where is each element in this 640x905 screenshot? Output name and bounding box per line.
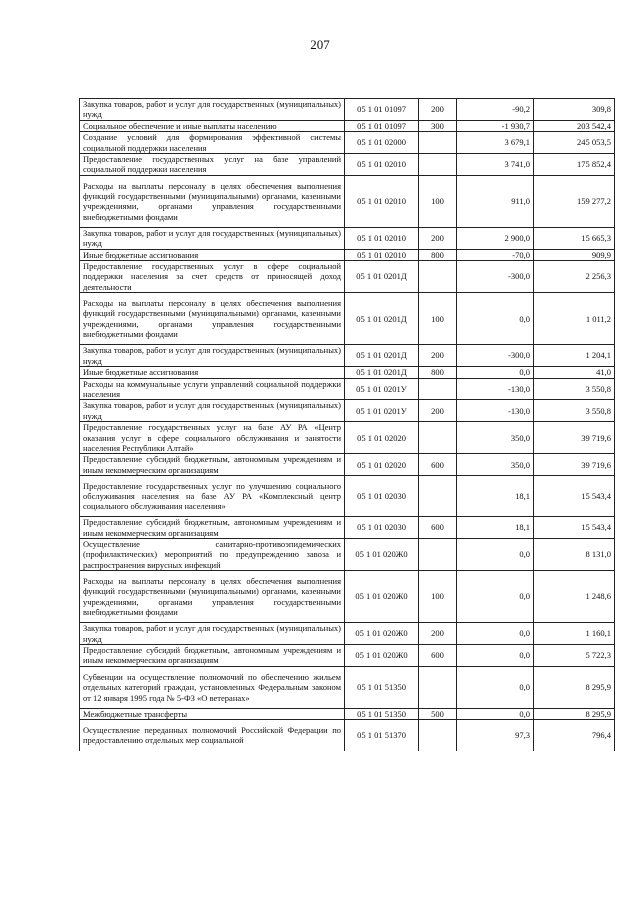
row-total: 1 011,2: [534, 293, 615, 345]
row-code: 05 1 01 02030: [345, 517, 419, 539]
row-name: Субвенции на осуществление полномочий по обеспечению жильем отдельных категорий граждан, установленных Федеральным законом от 12 января 1995 года № 5-ФЗ «О ветеранах»: [80, 666, 345, 708]
row-total: 15 543,4: [534, 517, 615, 539]
row-total: 8 131,0: [534, 538, 615, 570]
row-code: 05 1 01 0201Д: [345, 293, 419, 345]
row-type: 800: [419, 367, 457, 378]
table-row: [80, 99, 615, 121]
row-type: [419, 422, 457, 454]
row-type: [419, 666, 457, 708]
row-name: Предоставление государственных услуг на базе управлений социальной поддержки населения: [80, 154, 345, 176]
table-row: [80, 645, 615, 667]
row-total: 8 295,9: [534, 666, 615, 708]
row-name: Иные бюджетные ассигнования: [80, 249, 345, 260]
table-row: [80, 454, 615, 476]
budget-table: [79, 98, 615, 751]
table-row: [80, 623, 615, 645]
row-type: 100: [419, 175, 457, 227]
row-total: 909,9: [534, 249, 615, 260]
row-total: 41,0: [534, 367, 615, 378]
row-total: 15 543,4: [534, 476, 615, 517]
row-code: 05 1 01 02010: [345, 249, 419, 260]
row-type: 200: [419, 345, 457, 367]
row-change: 0,0: [457, 367, 534, 378]
row-total: 39 719,6: [534, 454, 615, 476]
row-type: [419, 720, 457, 751]
table-row: [80, 538, 615, 570]
row-total: 39 719,6: [534, 422, 615, 454]
row-change: -130,0: [457, 378, 534, 400]
row-change: 0,0: [457, 708, 534, 719]
row-change: -90,2: [457, 99, 534, 121]
row-total: 5 722,3: [534, 645, 615, 667]
table-row: [80, 666, 615, 708]
row-name: Расходы на коммунальные услуги управлений социальной поддержки населения: [80, 378, 345, 400]
row-change: -1 930,7: [457, 120, 534, 131]
row-name: Осуществление санитарно-противоэпидемических (профилактических) мероприятий по предупреждению завоза и распространения вирусных инфекций: [80, 538, 345, 570]
row-code: 05 1 01 01097: [345, 120, 419, 131]
row-type: 300: [419, 120, 457, 131]
row-change: 97,3: [457, 720, 534, 751]
row-code: 05 1 01 51350: [345, 666, 419, 708]
row-change: 0,0: [457, 293, 534, 345]
row-name: Предоставление субсидий бюджетным, автономным учреждениям и иным некоммерческим организациям: [80, 454, 345, 476]
row-change: 0,0: [457, 571, 534, 623]
row-name: Расходы на выплаты персоналу в целях обеспечения выполнения функций государственными (муниципальными) органами, казенными учреждениями, органами управления государственными внебюджетными фондами: [80, 293, 345, 345]
row-name: Иные бюджетные ассигнования: [80, 367, 345, 378]
row-change: 350,0: [457, 422, 534, 454]
row-name: Предоставление субсидий бюджетным, автономным учреждениям и иным некоммерческим организациям: [80, 517, 345, 539]
row-change: 2 900,0: [457, 227, 534, 249]
row-code: 05 1 01 02020: [345, 422, 419, 454]
table-row: [80, 476, 615, 517]
row-code: 05 1 01 020Ж0: [345, 538, 419, 570]
row-name: Предоставление государственных услуг по улучшению социального обслуживания населения на базе АУ РА «Комплексный центр социального обслуживания населения»: [80, 476, 345, 517]
row-name: Межбюджетные трансферты: [80, 708, 345, 719]
row-total: 15 665,3: [534, 227, 615, 249]
row-total: 175 852,4: [534, 154, 615, 176]
row-total: 203 542,4: [534, 120, 615, 131]
row-total: 3 550,8: [534, 400, 615, 422]
row-type: 200: [419, 400, 457, 422]
row-type: 100: [419, 293, 457, 345]
table-row: [80, 571, 615, 623]
table-row: [80, 720, 615, 751]
row-code: 05 1 01 0201У: [345, 400, 419, 422]
row-type: 200: [419, 623, 457, 645]
row-name: Закупка товаров, работ и услуг для государственных (муниципальных) нужд: [80, 345, 345, 367]
row-name: Предоставление субсидий бюджетным, автономным учреждениям и иным некоммерческим организациям: [80, 645, 345, 667]
row-change: 3 741,0: [457, 154, 534, 176]
row-change: 18,1: [457, 517, 534, 539]
table-row: [80, 708, 615, 719]
row-name: Закупка товаров, работ и услуг для государственных (муниципальных) нужд: [80, 400, 345, 422]
row-type: [419, 378, 457, 400]
row-change: 0,0: [457, 538, 534, 570]
row-name: Создание условий для формирования эффективной системы социальной поддержки населения: [80, 132, 345, 154]
row-code: 05 1 01 02000: [345, 132, 419, 154]
table-row: [80, 132, 615, 154]
row-type: [419, 538, 457, 570]
row-change: -70,0: [457, 249, 534, 260]
table-row: [80, 400, 615, 422]
row-code: 05 1 01 02020: [345, 454, 419, 476]
table-row: [80, 293, 615, 345]
row-code: 05 1 01 51350: [345, 708, 419, 719]
row-change: -300,0: [457, 261, 534, 293]
row-name: Закупка товаров, работ и услуг для государственных (муниципальных) нужд: [80, 227, 345, 249]
row-name: Расходы на выплаты персоналу в целях обеспечения выполнения функций государственными (муниципальными) органами, казенными учреждениями, органами управления государственными внебюджетными фондами: [80, 175, 345, 227]
row-type: [419, 476, 457, 517]
row-type: 500: [419, 708, 457, 719]
row-type: 200: [419, 99, 457, 121]
row-total: 309,8: [534, 99, 615, 121]
row-total: 796,4: [534, 720, 615, 751]
row-name: Расходы на выплаты персоналу в целях обеспечения выполнения функций государственными (муниципальными) органами, казенными учреждениями, органами управления государственными внебюджетными фондами: [80, 571, 345, 623]
page-number: 207: [310, 37, 330, 52]
row-name: Предоставление государственных услуг на базе АУ РА «Центр оказания услуг в сфере социального обслуживания и занятости населения Республики Алтай»: [80, 422, 345, 454]
table-row: [80, 378, 615, 400]
row-code: 05 1 01 0201Д: [345, 261, 419, 293]
row-change: 18,1: [457, 476, 534, 517]
row-code: 05 1 01 020Ж0: [345, 645, 419, 667]
row-type: [419, 132, 457, 154]
row-type: [419, 154, 457, 176]
row-change: 0,0: [457, 666, 534, 708]
table-row: [80, 154, 615, 176]
row-code: 05 1 01 02010: [345, 227, 419, 249]
row-total: 1 160,1: [534, 623, 615, 645]
table-row: [80, 367, 615, 378]
table-row: [80, 517, 615, 539]
table-row: [80, 175, 615, 227]
row-change: 911,0: [457, 175, 534, 227]
row-name: Социальное обеспечение и иные выплаты населению: [80, 120, 345, 131]
row-change: 0,0: [457, 623, 534, 645]
row-code: 05 1 01 020Ж0: [345, 623, 419, 645]
row-type: 200: [419, 227, 457, 249]
row-name: Закупка товаров, работ и услуг для государственных (муниципальных) нужд: [80, 623, 345, 645]
row-code: 05 1 01 02030: [345, 476, 419, 517]
row-code: 05 1 01 02010: [345, 175, 419, 227]
row-name: Предоставление государственных услуг в сфере социальной поддержки населения за счет средств от приносящей доход деятельности: [80, 261, 345, 293]
row-type: 100: [419, 571, 457, 623]
table-row: [80, 227, 615, 249]
budget-table-body: [80, 99, 615, 751]
row-change: -130,0: [457, 400, 534, 422]
table-row: [80, 345, 615, 367]
row-total: 8 295,9: [534, 708, 615, 719]
row-type: 600: [419, 454, 457, 476]
row-total: 159 277,2: [534, 175, 615, 227]
row-change: 0,0: [457, 645, 534, 667]
row-type: 600: [419, 517, 457, 539]
row-code: 05 1 01 02010: [345, 154, 419, 176]
row-total: 1 204,1: [534, 345, 615, 367]
row-total: 1 248,6: [534, 571, 615, 623]
row-total: 2 256,3: [534, 261, 615, 293]
row-code: 05 1 01 0201Д: [345, 345, 419, 367]
row-name: Закупка товаров, работ и услуг для государственных (муниципальных) нужд: [80, 99, 345, 121]
row-code: 05 1 01 51370: [345, 720, 419, 751]
row-change: 3 679,1: [457, 132, 534, 154]
row-name: Осуществление переданных полномочий Российской Федерации по предоставлению отдельных мер социальной: [80, 720, 345, 751]
row-code: 05 1 01 0201У: [345, 378, 419, 400]
row-change: -300,0: [457, 345, 534, 367]
row-type: 800: [419, 249, 457, 260]
row-total: 3 550,8: [534, 378, 615, 400]
row-code: 05 1 01 0201Д: [345, 367, 419, 378]
row-type: 600: [419, 645, 457, 667]
row-code: 05 1 01 020Ж0: [345, 571, 419, 623]
table-row: [80, 422, 615, 454]
row-total: 245 053,5: [534, 132, 615, 154]
row-change: 350,0: [457, 454, 534, 476]
row-code: 05 1 01 01097: [345, 99, 419, 121]
table-row: [80, 120, 615, 131]
row-type: [419, 261, 457, 293]
table-row: [80, 261, 615, 293]
table-row: [80, 249, 615, 260]
